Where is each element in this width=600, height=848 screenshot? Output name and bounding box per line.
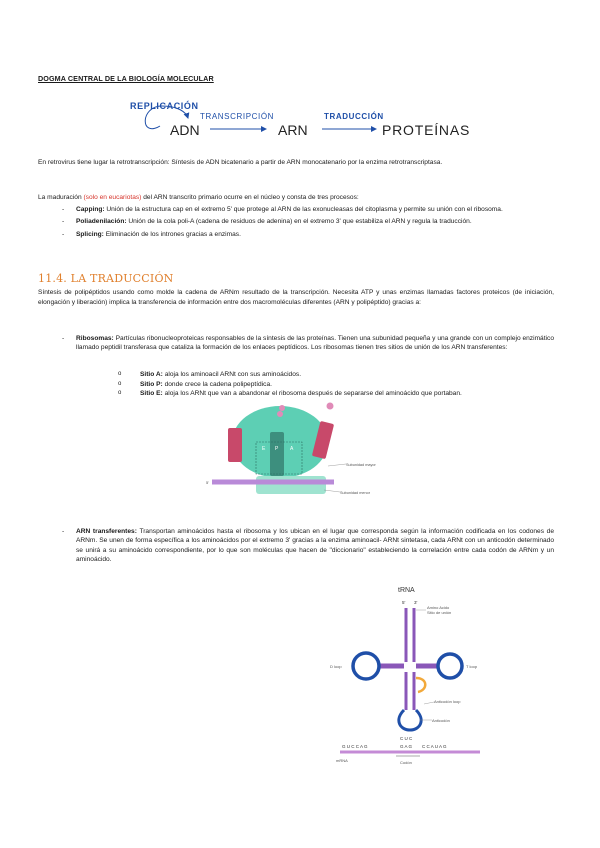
dash-marker: - (62, 528, 65, 535)
retrovirus-paragraph: En retrovirus tiene lugar la retrotranscripción: Síntesis de ADN bicatenario a partir de ARN monocatenario por la enzima retrotranscriptasa. (38, 159, 443, 166)
trna-figure (320, 582, 500, 772)
variable-loop (416, 678, 425, 692)
maduracion-intro (38, 193, 554, 203)
ribosome-figure (206, 398, 396, 498)
dash-marker: - (62, 218, 65, 226)
site-e-label: E (262, 446, 266, 452)
codon-label: Codón (400, 760, 412, 765)
term-sitio-e: Sitio E: (140, 390, 163, 398)
t-loop-label: T loop (466, 664, 478, 669)
sitio-p-text: donde crece la cadena polipeptídica. (164, 380, 272, 388)
heading-dogma: DOGMA CENTRAL DE LA BIOLOGÍA MOLECULAR (38, 74, 214, 83)
term-arnt: ARN transferentes: (76, 528, 137, 535)
ribosomas-item (62, 334, 554, 353)
anticodon-label: Anticodón (432, 718, 450, 723)
dash-marker: - (62, 230, 65, 238)
anticodon-loop-leader (424, 702, 434, 704)
dogma-diagram (130, 98, 470, 148)
circle-marker: o (118, 380, 122, 387)
term-capping: Capping: (76, 206, 105, 213)
aminoacid-2 (279, 405, 285, 411)
maduracion-text: del ARN transcrito primario ocurre en el núcleo y consta de tres procesos: (143, 194, 359, 201)
splicing-text: Eliminación de los intrones gracias a enzimas. (105, 230, 241, 238)
label-arn: ARN (278, 122, 308, 138)
term-poliadenilacion: Poliadenilación: (76, 218, 127, 226)
mrna-label: mRNA (336, 758, 348, 763)
term-splicing: Splicing: (76, 230, 104, 238)
term-sitio-p: Sitio P: (140, 380, 163, 388)
trna-title: tRNA (398, 587, 415, 594)
leader-line-small (324, 490, 340, 492)
list-item (62, 217, 554, 226)
trna-5prime: 5' (402, 600, 406, 605)
list-item (118, 370, 554, 380)
mrna-bases-left: G U C C A G (342, 744, 368, 749)
label-replicacion: REPLICACIÓN (130, 101, 199, 111)
leader-line-big (328, 464, 346, 466)
t-loop (438, 654, 462, 678)
small-subunit (256, 476, 326, 494)
trna-e-site (228, 428, 242, 462)
trna-3prime: 3' (414, 600, 418, 605)
d-loop (353, 653, 379, 679)
circle-marker: o (118, 371, 122, 377)
list-item (62, 527, 554, 565)
sitios-list (118, 370, 554, 399)
circle-marker: o (118, 390, 122, 397)
aminoacid-1 (277, 411, 283, 417)
aminoacid-3 (327, 403, 334, 410)
dash-marker: - (62, 335, 65, 342)
term-ribosomas: Ribosomas: (76, 335, 114, 342)
d-loop-label: D loop (330, 664, 342, 669)
section-title-traduccion: 11.4. LA TRADUCCIÓN (38, 272, 174, 285)
label-small-subunit: Subunidad menor (340, 491, 370, 495)
dash-marker: - (62, 206, 65, 213)
label-traduccion: TRADUCCIÓN (324, 112, 384, 121)
site-p-label: P (275, 446, 279, 452)
poliadenilacion-text: Unión de la cola poli-A (cadena de residuos de adenina) en el extremo 3' que estabiliza el ARN y regula la traducción. (128, 218, 472, 226)
list-item (62, 334, 554, 353)
sitio-e-text: aloja los ARNt que van a abandonar el ribosoma después de separarse del aminoácido que portaban. (164, 390, 462, 398)
sitio-a-text: aloja los aminoacil ARNt con sus aminoácidos. (164, 371, 302, 378)
ribosomas-text: Partículas ribonucleoproteicas responsables de la síntesis de las proteínas. Tienen una subunidad pequeña y una grande con un complejo enzimático llamado peptidil transferasa que cataliza la formación de los enlaces peptídicos. Los ribosomas tienen tres sitios de unión de los ARN transferentes: (76, 335, 554, 352)
traduccion-paragraph: Síntesis de polipéptidos usando como molde la cadena de ARNm resultado de la transcripción. Necesita ATP y unas enzimas llamadas factores proteicos (de iniciación, elongación y liberación) implica la transferencia de información entre dos macromoléculas diferentes (ARN y polipéptido) gracias a: (38, 289, 554, 306)
capping-text: Unión de la estructura cap en el extremo 5' que protege al ARN de las exonucleasas del citoplasma y permite su unión con el ribosoma. (106, 206, 503, 213)
label-transcripcion: TRANSCRIPCIÓN (200, 112, 275, 121)
trna-p-site (270, 432, 284, 476)
label-big-subunit: Subunidad mayor (346, 463, 376, 467)
anticodon-bases: C U C (400, 736, 413, 741)
anticodon-loop (399, 710, 421, 730)
amino-label-1: Amino Acido (427, 605, 450, 610)
label-adn: ADN (170, 122, 200, 138)
site-a-label: A (290, 446, 294, 452)
label-proteinas: PROTEÍNAS (382, 122, 470, 138)
list-item (62, 230, 554, 239)
mrna-bases-mid: G A G (400, 744, 413, 749)
term-sitio-a: Sitio A: (140, 371, 163, 378)
eucariotas-note: (solo en eucariotas) (83, 194, 142, 201)
label-mrna-5prime: 5' (206, 480, 209, 485)
maduracion-label: La maduración (38, 194, 82, 201)
anticodon-loop-label: Anticodón loop (434, 699, 461, 704)
maduracion-list (62, 205, 554, 239)
mrna-bases-right: C C A U A G (422, 744, 447, 749)
arnt-text: Transportan aminoácidos hasta el ribosoma y los ubican en el lugar que corresponda según la información codificada en los codones de ARNm. Se unen de forma específica a los aminoácidos por el extremo 3' gracias a la enzima aminoacil- ARNt sintetasa, cada ARNt con un anticodón determinado se unirá a su aminoácido correspondiente, por lo que son moléculas que hacen de "diccionario" estableciendo la correlación entre cada codón de ARNm y un aminoácido. (76, 528, 555, 564)
list-item (118, 380, 554, 390)
arnt-item (62, 527, 554, 565)
list-item (62, 205, 554, 214)
amino-label-2: Sitio de unión (427, 610, 452, 615)
